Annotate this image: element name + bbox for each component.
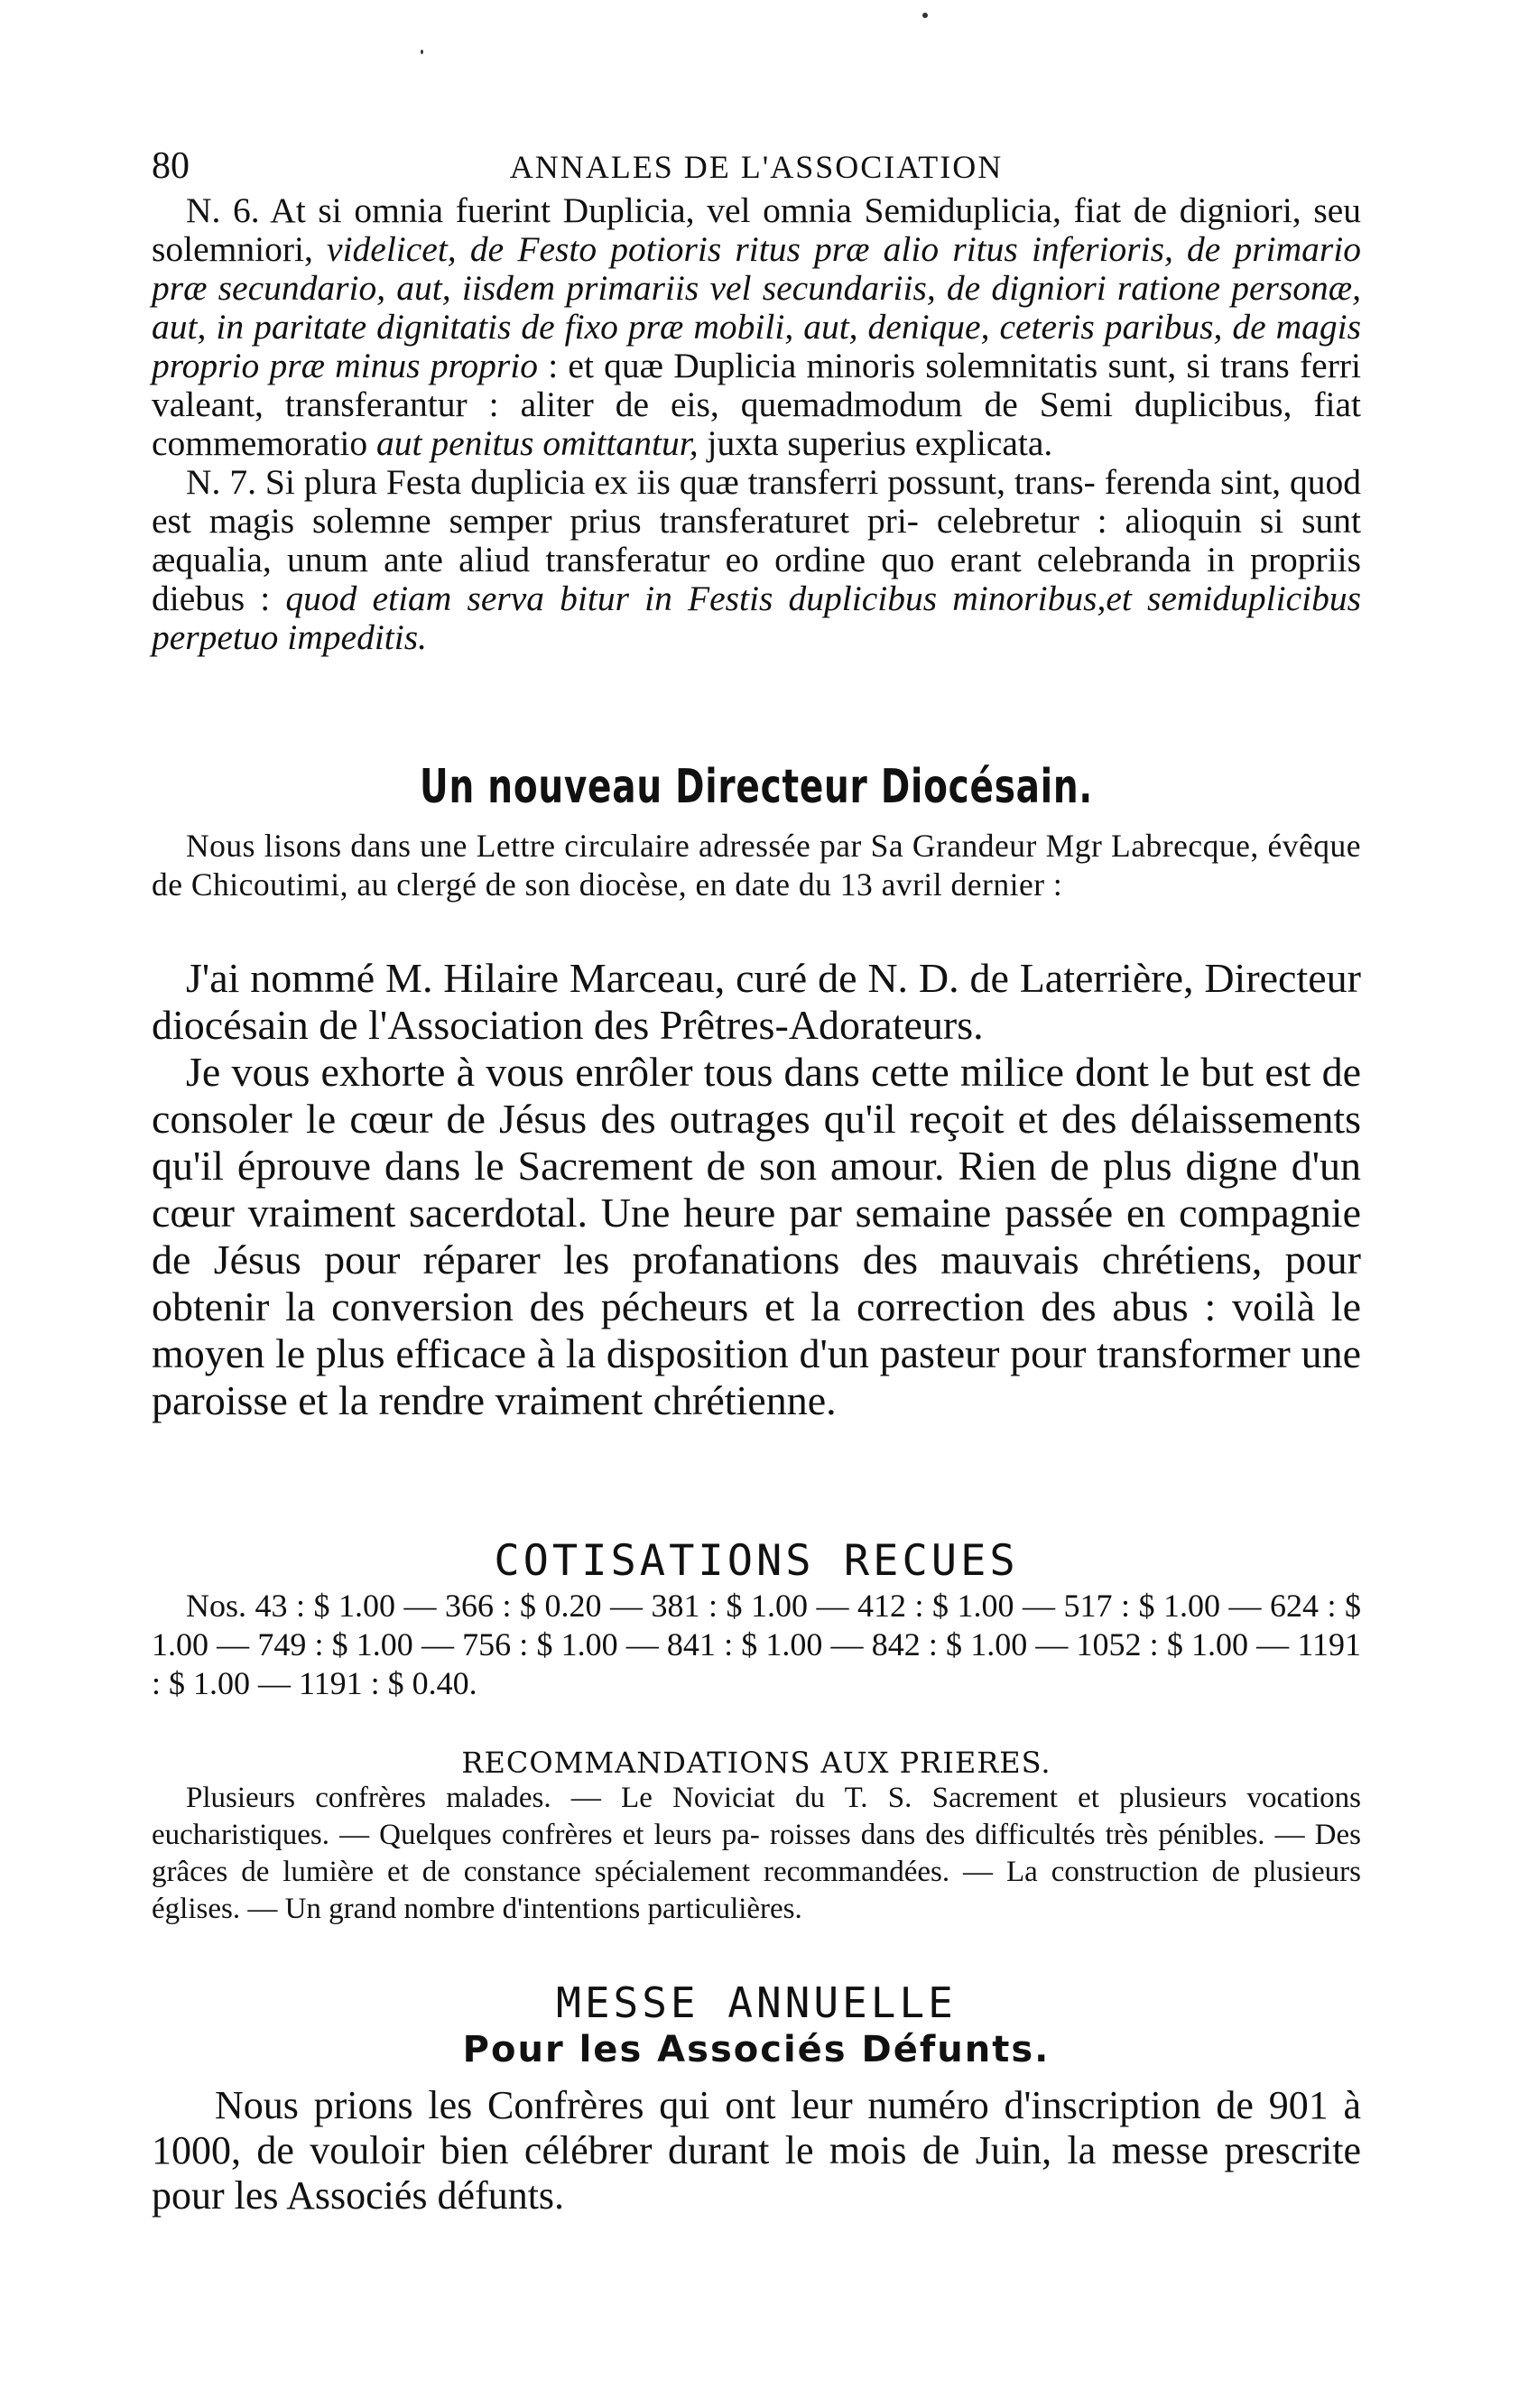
paragraph-n6 — [152, 191, 1361, 463]
section-heading: Un nouveau Directeur Diocésain. — [420, 760, 1093, 814]
print-speck — [421, 50, 423, 54]
letter-quote — [152, 955, 1361, 1424]
italic-run: quod etiam serva bitur in Festis duplicibus minoribus,et semiduplicibus perpetuo impeditis. — [152, 579, 1361, 657]
page-number: 80 — [152, 145, 190, 187]
recommandations-heading: RECOMMANDATIONS AUX PRIERES. — [461, 1746, 1051, 1780]
text-run: N. 7. Si plura Festa duplicia ex iis quæ transferri possunt, trans- ferenda sint, quod est magis solemne semper prius transferaturet pri- celebretur : alioquin si sunt æqualia, unum ante aliud transferatur eo ordine quo erant celebranda in propriis diebus : — [152, 462, 1361, 618]
recommandations-text: Plusieurs confrères malades. — Le Noviciat du T. S. Sacrement et plusieurs vocations eucharistiques. — Quelques confrères et leurs pa- roisses dans des difficultés très pénibles. — Des grâces de lumière et de constance spécialement recommandées. — La construction de plusieurs églises. — Un grand nombre d'intentions particulières. — [152, 1782, 1361, 1925]
text-run: : et quæ Duplicia minoris solemnitatis sunt, si trans ferri valeant, transferantur : aliter de eis, quemadmodum de Semi duplicibus, fiat commemoratio — [152, 346, 1361, 463]
running-title: ANNALES DE L'ASSOCIATION — [509, 149, 1004, 185]
print-speck — [922, 13, 928, 18]
recommandations-list — [152, 1780, 1361, 1928]
messe-subheading: Pour les Associés Défunts. — [462, 2029, 1051, 2070]
messe-heading: MESSE ANNUELLE — [556, 1978, 957, 2027]
quote-paragraph-2: Je vous exhorte à vous enrôler tous dans cette milice dont le but est de consoler le cœur de Jésus des outrages qu'il reçoit et des délaissements qu'il éprouve dans le Sacrement de son amour. Rien de plus digne d'un cœur vraiment sacerdotal. Une heure par semaine passée en compagnie de Jésus pour réparer les profanations des mauvais chrétiens, pour obtenir la conversion des pécheurs et la correction des abus : voilà le moyen le plus efficace à la disposition d'un pasteur pour transformer une paroisse et la rendre vraiment chrétienne. — [152, 1049, 1361, 1423]
messe-paragraph — [152, 2083, 1361, 2218]
intro-paragraph — [152, 827, 1361, 904]
messe-text: Nous prions les Confrères qui ont leur numéro d'inscription de 901 à 1000, de vouloir bien célébrer durant le mois de Juin, la messe prescrite pour les Associés défunts. — [152, 2083, 1361, 2218]
text-run: juxta superius explicata. — [698, 423, 1053, 463]
cotisations-heading: COTISATIONS RECUES — [494, 1536, 1019, 1586]
intro-text: Nous lisons dans une Lettre circulaire adressée par Sa Grandeur Mgr Labrecque, évêque de Chicoutimi, au clergé de son diocèse, en date du 13 avril dernier : — [152, 828, 1361, 903]
cotisations-text: Nos. 43 : $ 1.00 — 366 : $ 0.20 — 381 : $ 1.00 — 412 : $ 1.00 — 517 : $ 1.00 — 624 : $ 1.00 — 749 : $ 1.00 — 756 : $ 1.00 — 841 : $ 1.00 — 842 : $ 1.00 — 1052 : $ 1.00 — 1191 : $ 1.00 — 1191 : $ 0.40. — [152, 1588, 1361, 1701]
latin-rubrics — [152, 191, 1361, 657]
cotisations-list — [152, 1587, 1361, 1703]
italic-run: aut penitus omittantur, — [376, 423, 699, 463]
quote-paragraph-1: J'ai nommé M. Hilaire Marceau, curé de N. D. de Laterrière, Directeur diocésain de l'Association des Prêtres-Adorateurs. — [152, 955, 1361, 1048]
text-run: N. 6. At si omnia fuerint Duplicia, vel omnia Semiduplicia, fiat de digniori, seu solemniori, — [152, 190, 1361, 269]
italic-run: videlicet, de Festo potioris ritus præ alio ritus inferioris, de primario præ secundario, aut, iisdem primariis vel secundariis, de digniori ratione personæ, aut, in paritate dignitatis de fixo præ mobili, aut, denique, ceteris paribus, de magis proprio præ minus proprio — [152, 229, 1361, 385]
paragraph-n7 — [152, 463, 1361, 657]
